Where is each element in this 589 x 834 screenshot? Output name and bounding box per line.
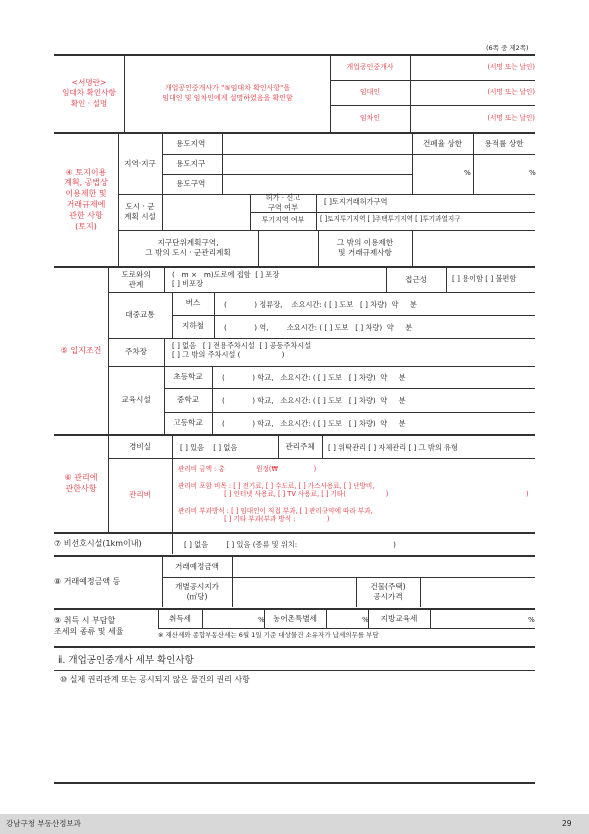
- district-unit-plan-label: 지구단위계획구역, 그 밖의 도시 · 군관리계획: [145, 237, 231, 257]
- form-page-number: (6쪽 중 제2쪽): [486, 44, 529, 52]
- building-coverage-label: 건폐율 상한: [422, 138, 463, 148]
- subway-value[interactable]: ( ) 역, 소요시간: ( [ ] 도보 [ ] 차량) 약 분: [224, 323, 413, 332]
- signer-role-agent: 개업공인중개사: [346, 62, 394, 71]
- education-label: 교육시설: [121, 394, 151, 404]
- building-coverage-percent[interactable]: %: [464, 168, 471, 177]
- parking-label: 주차장: [124, 346, 147, 356]
- parking-value[interactable]: [ ] 없음 [ ] 전용주차시설 [ ] 공동주차시설 [ ] 그 밖의 주차시설 ( ): [172, 341, 312, 359]
- zone-use-district: 용도지구: [176, 158, 206, 168]
- permit-area-label: 허가 · 신고 구역 여부: [265, 193, 301, 212]
- permit-area-value[interactable]: [ ]토지거래허가구역: [324, 197, 388, 206]
- zone-use-zone: 용도구역: [176, 178, 206, 188]
- speculation-area-label: 투기지역 여부: [261, 216, 305, 225]
- local-education-tax-percent[interactable]: %: [528, 615, 535, 624]
- bus-label: 버스: [185, 298, 201, 308]
- management-subject-label: 관리주체: [285, 441, 315, 451]
- expected-price-label: 거래예정금액: [174, 561, 219, 571]
- zone-use-area: 용도지역: [176, 138, 206, 148]
- acquisition-tax-label: 취득세: [168, 613, 191, 623]
- signer-role-landlord: 임대인: [359, 87, 381, 96]
- management-fee-method[interactable]: 관리비 부과방식 : [ ] 임대인이 직접 부과, [ ] 관리규약에 따라 부과, [ ] 기타 부과(부과 방식 : ): [178, 507, 373, 524]
- signature-field-agent[interactable]: (서명 또는 날인): [487, 63, 535, 72]
- location-section-title: ⑤ 입지조건: [60, 345, 102, 355]
- bus-value[interactable]: ( ) 정류장, 소요시간: ( [ ] 도보 [ ] 차량) 약 분: [224, 300, 417, 309]
- signature-field-tenant[interactable]: (서명 또는 날인): [487, 114, 535, 123]
- rural-special-tax-label: 농어촌특별세: [272, 613, 317, 623]
- guard-room-label: 경비실: [128, 441, 151, 451]
- signature-field-landlord[interactable]: (서명 또는 날인): [487, 88, 535, 97]
- floor-area-ratio-percent[interactable]: %: [529, 168, 536, 177]
- building-price-label: 건물(주택) 공시가격: [370, 581, 406, 601]
- unregistered-rights-label: ⑩ 실제 권리관계 또는 공시되지 않은 물건의 권리 사항: [60, 675, 250, 684]
- guard-room-value[interactable]: [ ] 있음 [ ] 없음: [180, 443, 238, 452]
- signature-column-title: <서명란> 임대차 확인사항 확인 · 설명: [62, 78, 116, 108]
- acquisition-tax-percent[interactable]: %: [258, 615, 265, 624]
- page-footer: [0, 814, 589, 834]
- speculation-area-value[interactable]: [ ]토지투기지역 [ ]주택투기지역 [ ]투기과열지구: [320, 215, 461, 223]
- price-section-label: ⑧ 거래예정금액 등: [54, 576, 121, 586]
- public-transit-label: 대중교통: [125, 309, 155, 319]
- management-section-title: ⑥ 관리에 관한사항: [64, 473, 98, 493]
- road-relation-label: 도로와의 관계: [121, 269, 151, 289]
- signature-statement: 개업공인중개사가 "⑤임대차 확인사항"을 임대인 및 임차인에게 설명하였음을 확인함: [162, 84, 293, 102]
- accessibility-value[interactable]: [ ] 용이함 [ ] 불편함: [452, 274, 517, 283]
- zone-label: 지역·지구: [124, 158, 156, 168]
- nimby-label: ⑦ 비선호시설(1km이내): [54, 538, 142, 548]
- management-fee-label: 관리비: [128, 489, 151, 499]
- high-school-value[interactable]: ( ) 학교, 소요시간: ( [ ] 도보 [ ] 차량) 약 분: [222, 419, 406, 428]
- management-fee-amount[interactable]: 관리비 금액 : 총 원정(₩ ): [178, 465, 317, 473]
- land-price-label: 개별공시지가 (㎡당): [174, 581, 219, 601]
- footer-department: 강남구청 부동산정보과: [6, 819, 81, 828]
- management-subject-value[interactable]: [ ] 위탁관리 [ ] 자체관리 [ ] 그 밖의 유형: [328, 443, 458, 452]
- agent-detail-title: ⅱ. 개업공인중개사 세부 확인사항: [58, 655, 194, 666]
- high-school-label: 고등학교: [173, 417, 203, 427]
- floor-area-ratio-label: 용적률 상한: [484, 138, 524, 148]
- middle-school-label: 중학교: [176, 394, 199, 404]
- management-fee-items[interactable]: 관리비 포함 비목 : [ ] 전기료, [ ] 수도료, [ ] 가스사용료, [ ] 난방비, [ ] 인터넷 사용료, [ ] TV 사용료, [ ] 기타( ): [178, 482, 389, 499]
- footer-page-number: 29: [562, 819, 572, 828]
- urban-facility-label: 도시 · 군 계획 시설: [124, 201, 156, 221]
- elementary-school-value[interactable]: ( ) 학교, 소요시간: ( [ ] 도보 [ ] 차량) 약 분: [222, 373, 406, 382]
- accessibility-label: 접근성: [404, 274, 427, 284]
- signer-role-tenant: 임차인: [359, 113, 381, 122]
- nimby-value[interactable]: [ ] 없음 [ ] 있음 (종류 및 위치: ): [184, 540, 396, 549]
- subway-label: 지하철: [181, 321, 204, 331]
- other-restriction-label: 그 밖의 이용제한 및 거래규제사항: [336, 237, 394, 257]
- elementary-school-label: 초등학교: [173, 371, 203, 381]
- tax-section-label: ⑨ 취득 시 부담할 조세의 종류 및 세율: [54, 616, 124, 636]
- rural-special-tax-percent[interactable]: %: [362, 615, 369, 624]
- tax-note: ※ 재산세와 종합부동산세는 6월 1일 기준 대상물건 소유자가 납세의무를 부담: [158, 631, 379, 639]
- middle-school-value[interactable]: ( ) 학교, 소요시간: ( [ ] 도보 [ ] 차량) 약 분: [222, 396, 406, 405]
- road-relation-value[interactable]: ( m × m)도로에 접함 [ ] 포장 [ ] 비포장: [172, 270, 280, 288]
- local-education-tax-label: 지방교육세: [380, 613, 418, 623]
- land-use-section-title: ④ 토지이용 계획, 공법상 이용제한 및 거래규제에 관한 사항 (토지): [64, 167, 108, 231]
